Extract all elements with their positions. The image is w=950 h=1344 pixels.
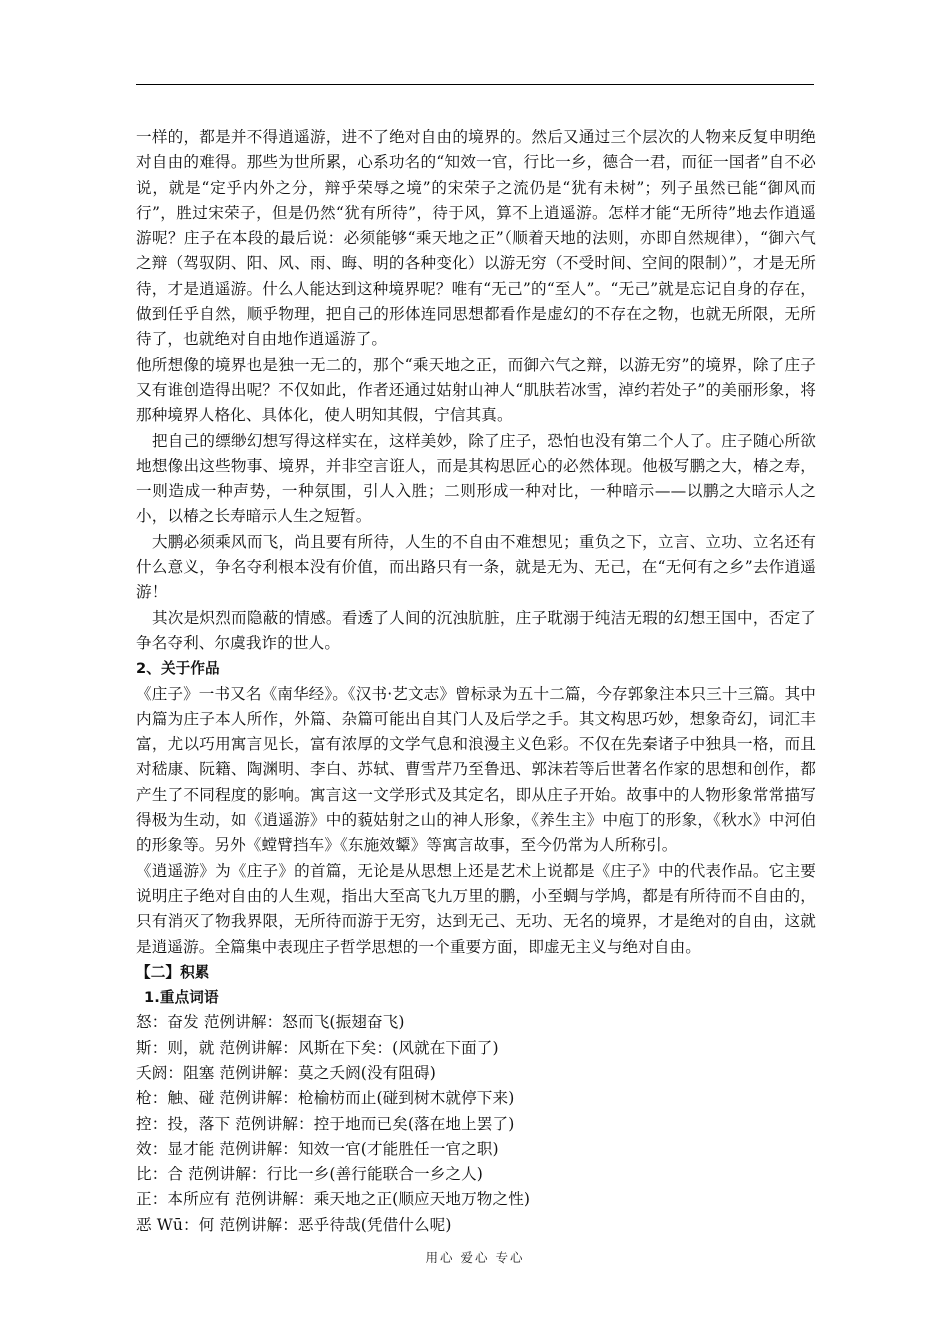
body-paragraph: 他所想像的境界也是独一无二的，那个“乘天地之正，而御六气之辩，以游无穷”的境界，除了庄子又有谁创造得出呢？不仅如此，作者还通过姑射山神人“肌肤若冰雪，淖约若处子”的美丽形象，将那种境界人格化、具体化，使人明知其假，宁信其真。 xyxy=(136,355,816,425)
vocab-item: 枪：触、碰 范例讲解：枪榆枋而止(碰到树木就停下来) xyxy=(136,1089,515,1108)
vocab-item: 控：投，落下 范例讲解：控于地而已矣(落在地上罢了) xyxy=(136,1114,515,1133)
vocab-item: 恶 Wū：何 范例讲解：恶乎待哉(凭借什么呢) xyxy=(136,1215,452,1234)
vocab-item: 斯：则，就 范例讲解：风斯在下矣：(风就在下面了) xyxy=(136,1038,499,1057)
header-rule xyxy=(136,84,814,85)
body-paragraph: 其次是炽烈而隐蔽的情感。看透了人间的沉浊肮脏，庄子耽溺于纯洁无瑕的幻想王国中，否定了争名夺利、尔虞我诈的世人。 xyxy=(136,608,816,652)
section-heading: 【二】积累 xyxy=(136,963,210,981)
vocab-item: 比：合 范例讲解：行比一乡(善行能联合一乡之人) xyxy=(136,1165,483,1184)
body-paragraph: 大鹏必须乘风而飞，尚且要有所待，人生的不自由不难想见；重负之下，立言、立功、立名还有什么意义，争名夺利根本没有价值，而出路只有一条，就是无为、无己，在“无何有之乡”去作逍遥游！ xyxy=(136,532,816,602)
page-footer: 用心 爱心 专心 xyxy=(425,1250,525,1265)
vocab-item: 正：本所应有 范例讲解：乘天地之正(顺应天地万物之性) xyxy=(136,1190,531,1209)
body-paragraph: 把自己的缥缈幻想写得这样实在，这样美妙，除了庄子，恐怕也没有第二个人了。庄子随心所欲地想像出这些物事、境界，并非空言诳人，而是其构思匠心的必然体现。他极写鹏之大，椿之寿，一则造成一种声势，一种氛围，引人入胜；二则形成一种对比，一种暗示——以鹏之大暗示人之小，以椿之长寿暗示人生之短暂。 xyxy=(136,431,816,526)
section-heading: 2、关于作品 xyxy=(136,660,220,678)
body-paragraph: 一样的，都是并不得逍遥游，进不了绝对自由的境界的。然后又通过三个层次的人物来反复申明绝对自由的难得。那些为世所累，心系功名的“知效一官，行比一乡，德合一君，而征一国者”自不必说，就是“定乎内外之分，辩乎荣辱之境”的宋荣子之流仍是“犹有未树”；列子虽然已能“御风而行”，胜过宋荣子，但是仍然“犹有所待”，待于风，算不上逍遥游。怎样才能“无所待”地去作逍遥游呢？庄子在本段的最后说：必须能够“乘天地之正”（顺着天地的法则，亦即自然规律），“御六气之辩（驾驭阴、阳、风、雨、晦、明的各种变化）以游无穷（不受时间、空间的限制）”，才是无所待，才是逍遥游。什么人能达到这种境界呢？唯有“无己”的“至人”。“无己”就是忘记自身的存在，做到任乎自然，顺乎物理，把自己的形体连同思想都看作是虚幻的不存在之物，也就无所限，无所待了，也就绝对自由地作逍遥游了。 xyxy=(136,128,816,349)
body-paragraph: 《庄子》一书又名《南华经》。《汉书·艺文志》曾标录为五十二篇，今存郭象注本只三十三篇。其中内篇为庄子本人所作，外篇、杂篇可能出自其门人及后学之手。其文构思巧妙，想象奇幻，词汇丰富，尤以巧用寓言见长，富有浓厚的文学气息和浪漫主义色彩。不仅在先秦诸子中独具一格，而且对嵇康、阮籍、陶渊明、李白、苏轼、曹雪芹乃至鲁迅、郭沫若等后世著名作家的思想和创作，都产生了不同程度的影响。寓言这一文学形式及其定名，即从庄子开始。故事中的人物形象常常描写得极为生动，如《逍遥游》中的藐姑射之山的神人形象，《养生主》中庖丁的形象，《秋水》中河伯的形象等。另外《螳臂挡车》《东施效颦》等寓言故事，至今仍常为人所称引。 xyxy=(136,684,816,855)
vocab-item: 怒：奋发 范例讲解：怒而飞(振翅奋飞) xyxy=(136,1013,405,1032)
body-paragraph: 《逍遥游》为《庄子》的首篇，无论是从思想上还是艺术上说都是《庄子》中的代表作品。它主要说明庄子绝对自由的人生观，指出大至高飞九万里的鹏，小至蜩与学鸠，都是有所待而不自由的，只有消灭了物我界限，无所待而游于无穷，达到无己、无功、无名的境界，才是绝对的自由，这就是逍遥游。全篇集中表现庄子哲学思想的一个重要方面，即虚无主义与绝对自由。 xyxy=(136,861,816,956)
subsection-heading: 1.重点词语 xyxy=(144,989,219,1007)
vocab-item: 效：显才能 范例讲解：知效一官(才能胜任一官之职) xyxy=(136,1139,499,1158)
vocab-item: 夭阏：阻塞 范例讲解：莫之夭阏(没有阻碍) xyxy=(136,1063,436,1082)
document-body xyxy=(136,125,816,1238)
